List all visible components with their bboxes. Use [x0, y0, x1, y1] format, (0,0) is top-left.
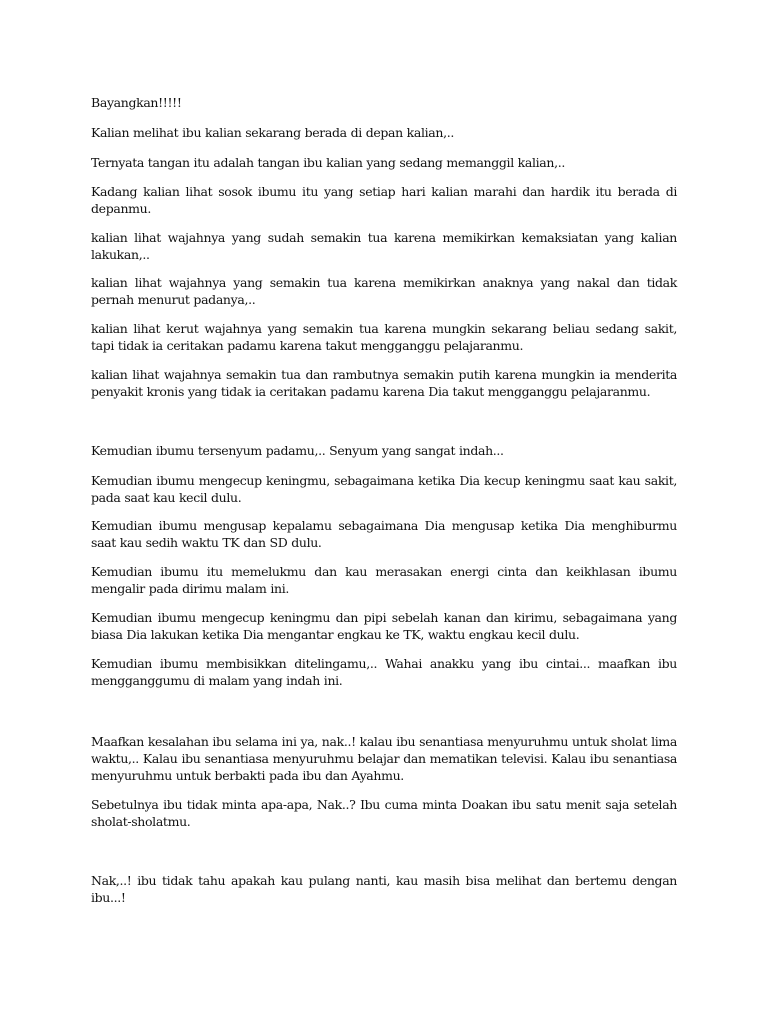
paragraph-15: Maafkan kesalahan ibu selama ini ya, nak..! kalau ibu senantiasa menyuruhmu untuk sholat lima waktu,.. Kalau ibu senantiasa menyuruhmu belajar dan mematikan televisi. Kalau ibu senantiasa menyuruhmu untuk berbakti pada ibu dan Ayahmu. — [91, 734, 677, 783]
paragraph-9: Kemudian ibumu tersenyum padamu,.. Senyum yang sangat indah... — [91, 443, 504, 458]
paragraph-12: Kemudian ibumu itu memelukmu dan kau merasakan energi cinta dan keikhlasan ibumu mengalir pada dirimu malam ini. — [91, 564, 677, 596]
paragraph-13: Kemudian ibumu mengecup keningmu dan pipi sebelah kanan dan kirimu, sebagaimana yang biasa Dia lakukan ketika Dia mengantar engkau ke TK, waktu engkau kecil dulu. — [91, 610, 677, 642]
paragraph-10: Kemudian ibumu mengecup keningmu, sebagaimana ketika Dia kecup keningmu saat kau sakit, pada saat kau kecil dulu. — [91, 473, 677, 505]
paragraph-16: Sebetulnya ibu tidak minta apa-apa, Nak..? Ibu cuma minta Doakan ibu satu menit saja setelah sholat-sholatmu. — [91, 797, 677, 829]
paragraph-2: Kalian melihat ibu kalian sekarang berada di depan kalian,.. — [91, 125, 454, 140]
paragraph-8: kalian lihat wajahnya semakin tua dan rambutnya semakin putih karena mungkin ia menderita penyakit kronis yang tidak ia ceritakan padamu karena Dia takut mengganggu pelajaranmu. — [91, 367, 677, 399]
paragraph-5: kalian lihat wajahnya yang sudah semakin tua karena memikirkan kemaksiatan yang kalian lakukan,.. — [91, 230, 677, 262]
paragraph-17: Nak,..! ibu tidak tahu apakah kau pulang nanti, kau masih bisa melihat dan bertemu dengan ibu...! — [91, 873, 677, 905]
paragraph-4: Kadang kalian lihat sosok ibumu itu yang setiap hari kalian marahi dan hardik itu berada di depanmu. — [91, 184, 677, 216]
paragraph-6: kalian lihat wajahnya yang semakin tua karena memikirkan anaknya yang nakal dan tidak pernah menurut padanya,.. — [91, 275, 677, 307]
paragraph-1: Bayangkan!!!!! — [91, 95, 182, 110]
paragraph-3: Ternyata tangan itu adalah tangan ibu kalian yang sedang memanggil kalian,.. — [91, 155, 565, 170]
paragraph-11: Kemudian ibumu mengusap kepalamu sebagaimana Dia mengusap ketika Dia menghiburmu saat kau sedih waktu TK dan SD dulu. — [91, 518, 677, 550]
paragraph-14: Kemudian ibumu membisikkan ditelingamu,.. Wahai anakku yang ibu cintai... maafkan ibu mengganggumu di malam yang indah ini. — [91, 656, 677, 688]
paragraph-7: kalian lihat kerut wajahnya yang semakin tua karena mungkin sekarang beliau sedang sakit, tapi tidak ia ceritakan padamu karena takut mengganggu pelajaranmu. — [91, 321, 677, 353]
